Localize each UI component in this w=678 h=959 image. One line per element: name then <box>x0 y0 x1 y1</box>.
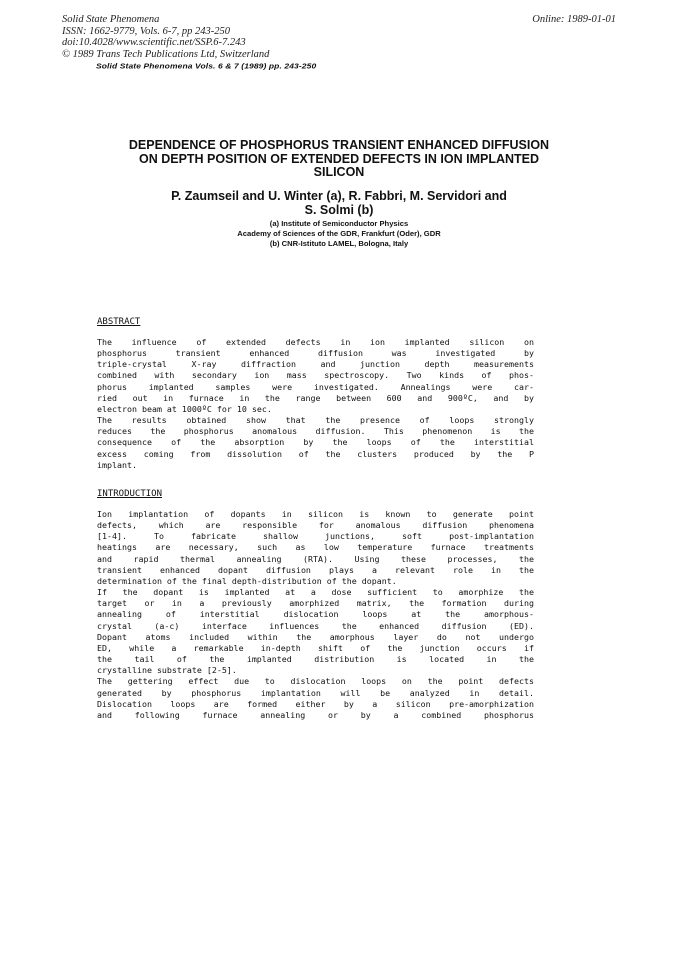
text-line: heatings are necessary, such as low temperature furnace treatments <box>97 542 534 553</box>
text-line: The results obtained show that the presence of loops strongly <box>97 415 534 426</box>
text-line: excess coming from dissolution of the clusters produced by the P <box>97 448 534 459</box>
title-line: DEPENDENCE OF PHOSPHORUS TRANSIENT ENHANCED DIFFUSION <box>128 138 550 152</box>
text-line: determination of the final depth-distribution of the dopant. <box>97 575 397 586</box>
doi-line: doi:10.4028/www.scientific.net/SSP.6-7.243 <box>62 37 246 49</box>
title-line: ON DEPTH POSITION OF EXTENDED DEFECTS IN ION IMPLANTED <box>138 151 540 166</box>
text-line: phorus implanted samples were investigated. Annealings were car- <box>97 381 534 392</box>
text-line: crystal (a-c) interface influences the enhanced diffusion (ED). <box>97 620 534 631</box>
text-line: electron beam at 1000ºC for 10 sec. <box>97 403 272 414</box>
text-line: and rapid thermal annealing (RTA). Using these processes, the <box>97 553 534 564</box>
paper-title <box>80 139 598 180</box>
text-line: ED, while a remarkable in-depth shift of the junction occurs if <box>97 642 534 653</box>
text-line: implant. <box>97 459 137 470</box>
text-line: Ion implantation of dopants in silicon is known to generate point <box>97 509 534 519</box>
abstract-body <box>97 337 534 471</box>
citation-header <box>62 14 269 60</box>
text-line: ried out in furnace in the range between 600 and 900ºC, and by <box>97 392 534 403</box>
online-date: Online: 1989-01-01 <box>532 14 616 25</box>
text-line: Dislocation loops are formed either by a silicon pre-amorphization <box>97 698 534 709</box>
text-line: phosphorus transient enhanced diffusion was investigated by <box>97 348 534 359</box>
introduction-heading: INTRODUCTION <box>97 489 163 499</box>
text-line: transient enhanced dopant diffusion plays a relevant role in the <box>97 564 534 575</box>
text-line: annealing of interstitial dislocation loops at the amorphous- <box>97 609 534 620</box>
title-line: SILICON <box>313 165 365 180</box>
text-line: The influence of extended defects in ion implanted silicon on <box>97 337 534 347</box>
text-line: combined with secondary ion mass spectroscopy. Two kinds of phos- <box>97 370 534 381</box>
text-line: consequence of the absorption by the loops of the interstitial <box>97 437 534 448</box>
affiliations <box>80 219 598 250</box>
abstract-heading: ABSTRACT <box>97 317 141 327</box>
text-line: reduces the phosphorus anomalous diffusion. This phenomenon is the <box>97 426 534 437</box>
affiliation-line: (a) Institute of Semiconductor Physics <box>269 219 409 228</box>
text-line: If the dopant is implanted at a dose sufficient to amorphize the <box>97 587 534 598</box>
affiliation-line: Academy of Sciences of the GDR, Frankfurt (Oder), GDR <box>237 229 441 239</box>
introduction-body <box>97 509 534 721</box>
text-line: the tail of the implanted distribution is located in the <box>97 654 534 665</box>
text-line: target or in a previously amorphized matrix, the formation during <box>97 598 534 609</box>
text-line: crystalline substrate [2-5]. <box>97 665 237 676</box>
affiliation-line: (b) CNR-Istituto LAMEL, Bologna, Italy <box>269 239 409 249</box>
issn-line: ISSN: 1662-9779, Vols. 6-7, pp 243-250 <box>62 25 230 37</box>
text-line: [1-4]. To fabricate shallow junctions, soft post-implantation <box>97 531 534 542</box>
text-line: defects, which are responsible for anomalous diffusion phenomena <box>97 520 534 531</box>
text-line: triple-crystal X-ray diffraction and junction depth measurements <box>97 359 534 370</box>
copyright-line: © 1989 Trans Tech Publications Ltd, Switzerland <box>62 48 270 60</box>
author-list <box>80 189 598 217</box>
scanned-journal-header: Solid State Phenomena Vols. 6 & 7 (1989) pp. 243-250 <box>96 61 317 71</box>
author-line: P. Zaumseil and U. Winter (a), R. Fabbri, M. Servidori and <box>171 189 507 203</box>
text-line: Dopant atoms included within the amorphous layer do not undergo <box>97 631 534 642</box>
journal-name: Solid State Phenomena <box>62 14 160 25</box>
author-line: S. Solmi (b) <box>304 203 374 217</box>
text-line: and following furnace annealing or by a combined phosphorus <box>97 709 534 720</box>
text-line: The gettering effect due to dislocation loops on the point defects <box>97 676 534 687</box>
text-line: generated by phosphorus implantation will be analyzed in detail. <box>97 687 534 698</box>
